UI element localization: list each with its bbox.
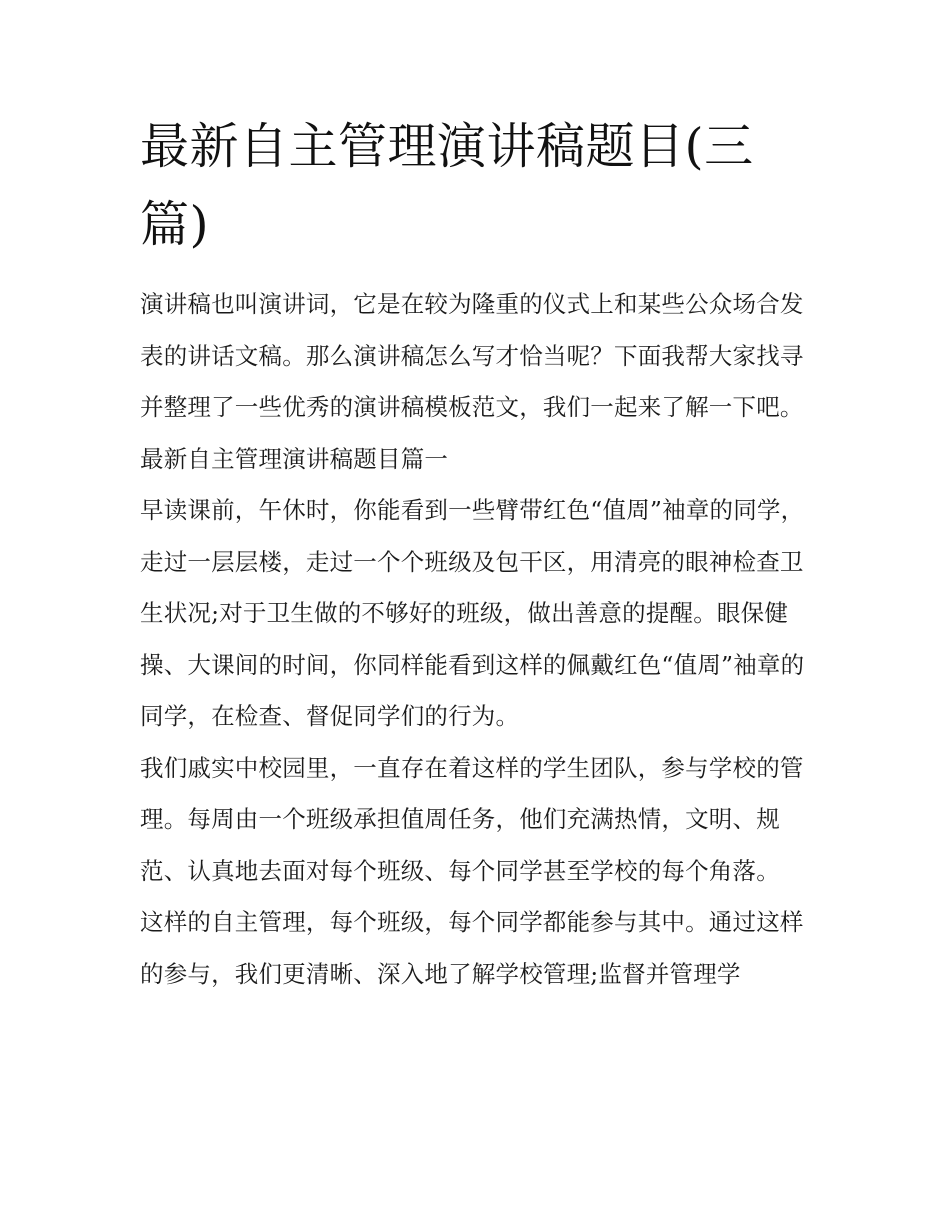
section-heading: 最新自主管理演讲稿题目篇一 xyxy=(140,444,449,473)
document-title: 最新自主管理演讲稿题目(三篇) xyxy=(140,118,754,253)
body-paragraph: 早读课前，午休时，你能看到一些臂带红色“值周”袖章的同学，走过一层层楼，走过一个个班级及包干区，用清亮的眼神检查卫生状况;对于卫生做的不够好的班级，做出善意的提醒。眼保健操、大课间的时间，你同样能看到这样的佩戴红色“值周”袖章的同学，在检查、督促同学们的行为。 xyxy=(140,496,805,730)
document-body xyxy=(140,279,820,1000)
body-paragraph: 这样的自主管理，每个班级，每个同学都能参与其中。通过这样的参与，我们更清晰、深入地了解学校管理;监督并管理学 xyxy=(140,908,804,988)
intro-paragraph: 演讲稿也叫演讲词，它是在较为隆重的仪式上和某些公众场合发表的讲话文稿。那么演讲稿怎么写才恰当呢？下面我帮大家找寻并整理了一些优秀的演讲稿模板范文，我们一起来了解一下吧。 xyxy=(140,290,804,421)
body-paragraph: 我们戚实中校园里，一直存在着这样的学生团队，参与学校的管理。每周由一个班级承担值周任务，他们充满热情，文明、规范、认真地去面对每个班级、每个同学甚至学校的每个角落。 xyxy=(140,753,804,885)
